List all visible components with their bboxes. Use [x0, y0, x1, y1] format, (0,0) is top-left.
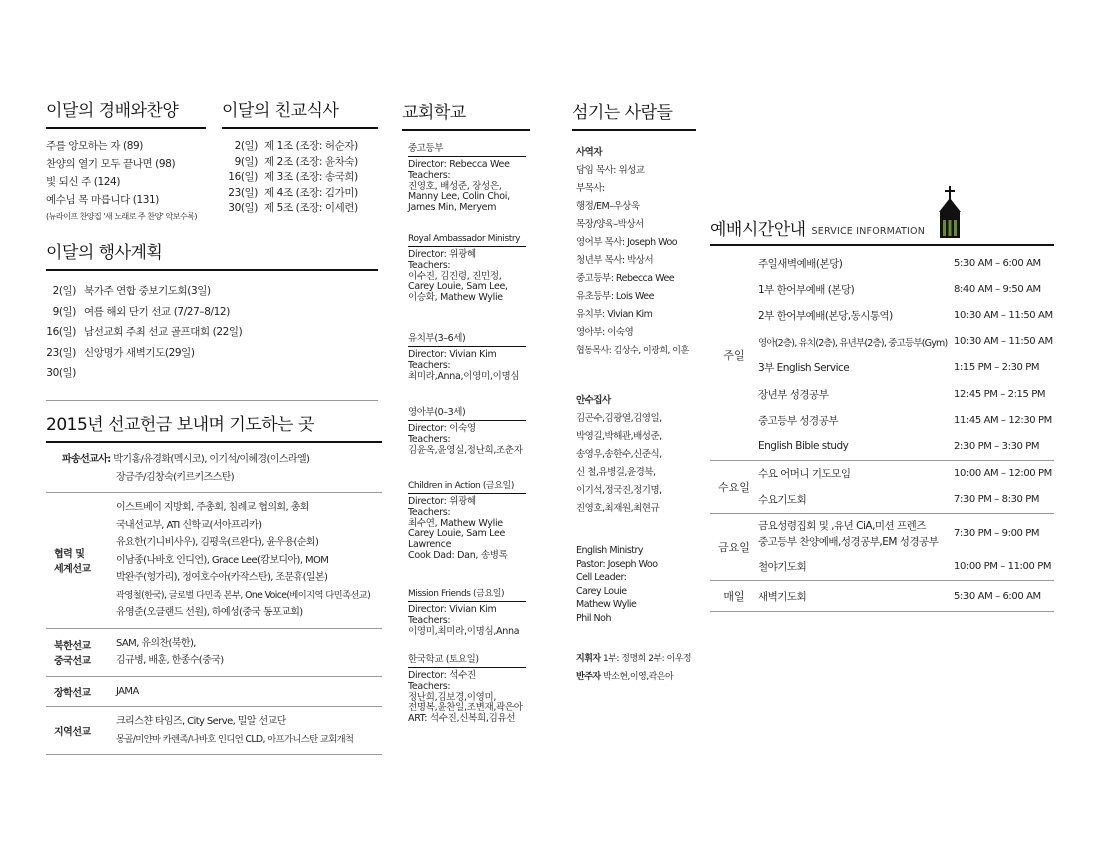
service-name: 주일새벽예배(본당): [758, 257, 843, 270]
service-title: 예배시간안내: [710, 220, 806, 240]
cs-line: Cook Dad: Dan, 송병록: [408, 549, 508, 561]
cs-line: Teachers:: [408, 614, 451, 626]
service-name: 장년부 성경공부: [758, 388, 829, 401]
service-group: [710, 250, 1054, 461]
cs-line: Teachers:: [408, 680, 451, 692]
missions-section: [46, 410, 382, 755]
cs-line: 김윤옥,윤영실,정난희,조춘자: [408, 444, 523, 456]
service-day: 매일: [723, 590, 745, 604]
fellowship-date: 16(일): [228, 171, 258, 183]
service-time: 8:40 AM – 9:50 AM: [954, 283, 1041, 295]
service-row: [758, 381, 1054, 407]
cs-line: Teachers:: [408, 506, 451, 518]
cs-line: Director: Vivian Kim: [408, 604, 497, 615]
mission-item: 몽골/미얀마 카렌족/나바호 인디언 CLD, 아프가니스탄 교회개척: [116, 733, 354, 745]
servants-title: 섬기는 사람들: [572, 98, 696, 131]
cs-line: Teachers:: [408, 359, 451, 371]
cs-section-name: 유치부(3–6세): [408, 330, 526, 347]
service-section: [710, 186, 1054, 612]
mission-item: 박완주(헝가리), 정여호수아(카작스탄), 조문휴(일본): [116, 572, 328, 583]
event-date: 23(일): [46, 346, 76, 359]
service-name: 새벽기도회: [758, 590, 807, 603]
cs-line: ART: 석수진,신복희,김유선: [408, 713, 516, 725]
fellowship-text: 제 5조 (조장: 이세련): [264, 202, 358, 214]
em-line: English Ministry: [576, 545, 644, 556]
cs-line: Director: 석수진: [408, 670, 476, 681]
service-row: [758, 302, 1054, 328]
event-date: 16(일): [46, 326, 76, 338]
event-date: 2(일): [52, 285, 76, 297]
fellowship-date: 9(일): [234, 155, 258, 168]
cs-section: [408, 586, 526, 637]
em-line: Carey Louie: [576, 585, 627, 597]
missions-title: 2015년 선교헌금 보내며 기도하는 곳: [46, 410, 382, 443]
cs-line: Director: 위광혜: [408, 496, 476, 507]
service-name: 3부 English Service: [758, 362, 850, 375]
staff-heading: 사역자: [576, 147, 603, 158]
cs-line: 최미라,Anna,이영미,이명심: [408, 370, 520, 382]
service-day: 주일: [723, 348, 745, 362]
fellowship-row: [222, 201, 378, 217]
cs-line: 전명복,윤찬일,조변재,곽은아: [408, 702, 523, 714]
staff-item: 중고등부: Rebecca Wee: [576, 273, 675, 284]
hymn-item: 주를 앙모하는 자 (89): [46, 140, 143, 152]
cs-line: 이영미,최미라,이명심,Anna: [408, 625, 520, 637]
service-time: 1:15 PM – 2:30 PM: [954, 362, 1040, 374]
service-header: [710, 186, 1054, 246]
mission-item: SAM, 유의찬(북한),: [116, 637, 196, 649]
hymns-note: (뉴라이프 찬양집 '새 노래로 주 찬양' 악보수록): [46, 212, 198, 221]
event-row: [46, 363, 378, 384]
accompanist-label: 반주자: [576, 672, 601, 682]
cs-section: [408, 478, 526, 562]
cs-line: Director: 위광혜: [408, 249, 476, 260]
event-row: [46, 322, 378, 343]
music-staff: [576, 650, 700, 686]
events-title: 이달의 행사계획: [46, 238, 378, 271]
fellowship-text: 제 3조 (조장: 송국희): [264, 171, 358, 183]
service-name: 수요기도회: [758, 494, 807, 507]
staff-item: 영아부: 이숙영: [576, 327, 634, 338]
mission-label: 지역선교: [54, 727, 91, 738]
cs-line: 진영호, 배성준, 장성은,: [408, 180, 502, 192]
service-name: 중고등부 성경공부: [758, 414, 838, 427]
cs-line: 이승화, Mathew Wylie: [408, 292, 503, 304]
mission-label: 북한선교 중국선교: [54, 641, 91, 667]
cs-section-name: Mission Friends (금요일): [408, 586, 526, 602]
service-time: 2:30 PM – 3:30 PM: [954, 440, 1040, 452]
mission-item: 이스트베이 지방회, 주총회, 침례교 협의회, 총회: [116, 502, 309, 513]
church-school-section: [402, 98, 530, 725]
cs-line: Teachers:: [408, 259, 451, 271]
em-line: Pastor: Joseph Woo: [576, 558, 658, 570]
service-row: [758, 250, 1054, 276]
service-day: 수요일: [718, 480, 750, 494]
service-row: [758, 433, 1054, 459]
service-time: 5:30 AM – 6:00 AM: [954, 590, 1041, 602]
cs-section-name: 영아부(0–3세): [408, 404, 526, 421]
deacon-item: 이기석,정국진,정기명,: [576, 485, 662, 496]
service-row: [758, 554, 1054, 580]
service-subtitle: SERVICE INFORMATION: [811, 226, 926, 237]
fellowship-date: 2(일): [234, 140, 258, 152]
mission-group: [46, 493, 382, 629]
cs-section: [408, 234, 526, 304]
event-date: 9(일): [52, 305, 76, 318]
service-name: 2부 한어부예배(본당,동시통역): [758, 309, 893, 322]
cs-line: Teachers:: [408, 169, 451, 181]
fellowship-text: 제 4조 (조장: 김가미): [264, 186, 358, 199]
em-line: Mathew Wylie: [576, 599, 637, 610]
fellowship-date: 23(일): [228, 186, 258, 199]
mission-item: 박기홍/유경화(멕시코), 이기석/이혜경(이스라엘): [113, 454, 310, 465]
deacon-item: 박영길,박해관,배성준,: [576, 431, 662, 442]
service-name: English Bible study: [758, 440, 849, 453]
missions-table: [46, 443, 382, 755]
cs-section: [408, 404, 526, 456]
fellowship-section: [222, 96, 378, 217]
staff-item: 협동목사: 김상수, 이광희, 이훈: [576, 346, 689, 356]
hymn-item: 예수님 목 마릅니다 (131): [46, 194, 159, 206]
event-row: [46, 281, 378, 302]
conductor-text: 1부: 정명희 2부: 이우정: [602, 654, 692, 664]
service-name: 1부 한어부예배 (본당): [758, 283, 855, 296]
staff-item: 영어부 목사: Joseph Woo: [576, 237, 678, 248]
cs-section-name: 한국학교 (토요일): [408, 651, 526, 668]
deacon-item: 송영우,송한수,신준식,: [576, 449, 662, 460]
service-table: [710, 250, 1054, 612]
mission-label: 장학선교: [54, 687, 91, 699]
staff-item: 목장/양육–박상서: [576, 219, 644, 230]
service-time: 7:30 PM – 9:00 PM: [954, 528, 1040, 540]
service-day: 금요일: [718, 540, 750, 554]
staff-item: 담임 목사: 위성교: [576, 165, 645, 176]
service-group: [710, 461, 1054, 514]
cs-line: Teachers:: [408, 433, 451, 445]
cs-line: Carey Louie, Sam Lee,: [408, 281, 508, 293]
mission-group: [46, 443, 382, 493]
events-section: [46, 238, 378, 401]
mission-item: 유영준(오클랜드 선원), 하예성(중국 동포교회): [116, 607, 303, 618]
service-name: 중고등부 찬양예배,성경공부,EM 성경공부: [758, 535, 939, 548]
cs-section-name: Children in Action (금요일): [408, 478, 526, 494]
em-line: Cell Leader:: [576, 572, 627, 583]
cs-section: [408, 140, 526, 214]
mission-group: [46, 629, 382, 677]
cs-line: Manny Lee, Colin Choi,: [408, 191, 510, 203]
mission-item: 크리스챤 타임즈, City Serve, 밀알 선교단: [116, 716, 286, 727]
mission-label: 협력 및 세계선교: [54, 549, 91, 576]
hymns-section: [46, 96, 206, 225]
event-text: 신앙명가 새벽기도(29일): [84, 346, 195, 359]
service-time: 10:30 AM – 11:50 AM: [954, 309, 1053, 321]
deacons-list: [576, 392, 696, 518]
staff-item: 청년부 목사: 박상서: [576, 255, 654, 266]
service-row: [758, 514, 1054, 554]
mission-item: 국내선교부, ATI 신학교(서아프리카): [116, 519, 262, 531]
service-row: [758, 276, 1054, 302]
fellowship-text: 제 1조 (조장: 허순자): [264, 140, 358, 152]
service-time: 10:00 PM – 11:00 PM: [954, 561, 1052, 573]
cs-section-name: Royal Ambassador Ministry: [408, 234, 526, 247]
service-time: 5:30 AM – 6:00 AM: [954, 257, 1041, 269]
mission-item: JAMA: [116, 685, 139, 697]
mission-item: 곽영철(한국), 글로벌 다민족 본부, One Voice(베이지역 다민족선교): [116, 589, 371, 601]
event-date: 30(일): [46, 367, 76, 379]
cs-line: 최수연, Mathew Wylie: [408, 517, 503, 529]
fellowship-row: [222, 170, 378, 186]
service-group: [710, 581, 1054, 612]
service-group: [710, 514, 1054, 581]
fellowship-row: [222, 139, 378, 155]
staff-item: 행정/EM–우상욱: [576, 201, 640, 212]
service-name: 철야기도회: [758, 561, 807, 574]
mission-group: [46, 677, 382, 708]
cs-line: Lawrence: [408, 539, 452, 551]
english-ministry: [576, 544, 696, 625]
cs-section-name: 중고등부: [408, 140, 526, 157]
cs-line: Director: Vivian Kim: [408, 349, 497, 360]
cs-line: Director: Rebecca Wee: [408, 159, 510, 170]
event-text: 북가주 연합 중보기도회(3일): [84, 285, 211, 297]
fellowship-title: 이달의 친교식사: [222, 96, 378, 129]
service-row: [758, 407, 1054, 433]
service-time: 12:45 PM – 2:15 PM: [954, 388, 1046, 400]
deacon-item: 진영호,최재원,최현규: [576, 503, 660, 514]
deacon-item: 김곤수,김광열,김영일,: [576, 413, 662, 424]
cs-line: 정난희,김보경,이영미,: [408, 691, 497, 703]
event-row: [46, 343, 378, 364]
deacons-heading: 안수집사: [576, 395, 611, 406]
em-line: Phil Noh: [576, 612, 611, 624]
service-name: 금요성령집회 및 ,유년 CiA,미션 프렌즈: [758, 519, 926, 532]
staff-item: 부목사:: [576, 183, 605, 194]
hymns-list: [46, 137, 206, 225]
cs-line: James Min, Meryem: [408, 202, 497, 214]
fellowship-date: 30(일): [228, 202, 258, 214]
event-row: [46, 302, 378, 323]
cs-line: Director: 이숙영: [408, 423, 476, 434]
service-row: [758, 487, 1054, 513]
mission-label: 파송선교사:: [62, 454, 111, 465]
service-row: [758, 461, 1054, 487]
service-name: 수요 어머니 기도모임: [758, 468, 851, 481]
service-time: 10:00 AM – 12:00 PM: [954, 468, 1052, 480]
staff-list: [576, 144, 696, 360]
hymns-title: 이달의 경배와찬양: [46, 96, 206, 129]
hymn-item: 찬양의 열기 모두 끝나면 (98): [46, 158, 176, 170]
event-text: 남선교회 주최 선교 골프대회 (22일): [84, 326, 243, 338]
service-time: 7:30 PM – 8:30 PM: [954, 494, 1040, 506]
hymn-item: 빛 되신 주 (124): [46, 176, 121, 188]
cs-line: Carey Louie, Sam Lee: [408, 528, 506, 540]
fellowship-row: [222, 186, 378, 202]
servants-section: [572, 98, 696, 682]
fellowship-text: 제 2조 (조장: 윤차숙): [264, 155, 358, 168]
service-row: [758, 581, 1054, 611]
event-text: 여름 해외 단기 선교 (7/27–8/12): [84, 305, 230, 318]
service-row: [758, 355, 1054, 381]
service-time: 11:45 AM – 12:30 PM: [954, 414, 1052, 426]
fellowship-row: [222, 155, 378, 171]
accompanist-text: 박소현,이영,곽은아: [602, 672, 674, 682]
service-name: 영아(2층), 유치(2층), 유년부(2층), 중고등부(Gym): [758, 337, 948, 349]
mission-group: [46, 707, 382, 755]
church-school-title: 교회학교: [402, 98, 530, 131]
staff-item: 유초등부: Lois Wee: [576, 291, 655, 302]
church-icon: [935, 186, 965, 242]
staff-item: 유치부: Vivian Kim: [576, 309, 653, 320]
cs-section: [408, 651, 526, 725]
cs-section: [408, 330, 526, 382]
conductor-label: 지휘자: [576, 654, 601, 664]
mission-item: 유요한(기니비사우), 김평욱(르완다), 윤우용(순회): [116, 537, 319, 548]
service-row: [758, 329, 1054, 355]
mission-item: 김규병, 배훈, 한종수(중국): [116, 655, 224, 666]
mission-item: 장금주/김창숙(키르키즈스탄): [116, 471, 235, 483]
mission-item: 이남종(나바호 인디언), Grace Lee(캄보디아), MOM: [116, 554, 329, 566]
deacon-item: 신 철,유병길,윤경북,: [576, 467, 656, 478]
cs-line: 이수진, 김진령, 진민정,: [408, 270, 502, 282]
service-time: 10:30 AM – 11:50 AM: [954, 336, 1053, 348]
